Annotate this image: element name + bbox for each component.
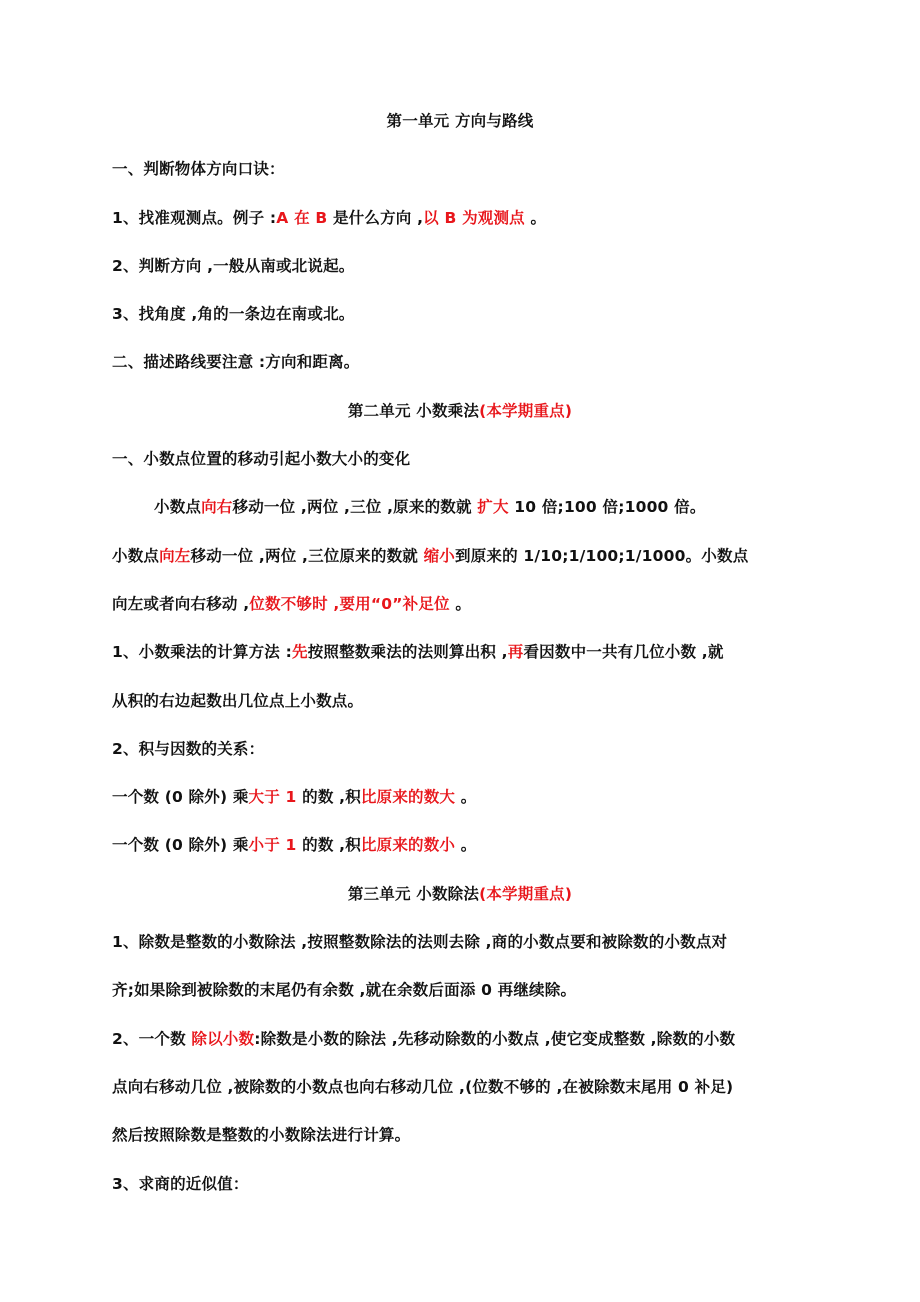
highlighted-text: 大于 1 bbox=[248, 788, 297, 807]
text-line bbox=[112, 483, 808, 531]
text-line bbox=[112, 1015, 808, 1063]
text-line bbox=[112, 435, 808, 483]
highlighted-text: 扩大 bbox=[477, 498, 509, 517]
text-segment: 3、找角度 ,角的一条边在南或北。 bbox=[112, 305, 355, 324]
text-segment: 移动一位 ,两位 ,三位 ,原来的数就 bbox=[232, 498, 478, 517]
highlighted-text: 比原来的数大 bbox=[360, 788, 456, 807]
text-segment: 一个数 (0 除外) 乘 bbox=[112, 788, 249, 807]
text-segment: 点向右移动几位 ,被除数的小数点也向右移动几位 ,(位数不够的 ,在被除数末尾用 0 补足) bbox=[112, 1077, 734, 1096]
text-segment: 小数点 bbox=[154, 498, 202, 517]
text-line bbox=[112, 194, 808, 242]
highlighted-text: 向右 bbox=[201, 498, 233, 517]
text-segment: 3、求商的近似值： bbox=[112, 1174, 249, 1193]
highlighted-text: 先 bbox=[291, 643, 308, 662]
text-line bbox=[112, 1160, 808, 1208]
text-line bbox=[112, 773, 808, 821]
text-line bbox=[112, 242, 808, 290]
text-segment: 。 bbox=[455, 788, 477, 807]
highlighted-text: 小于 1 bbox=[248, 836, 297, 855]
text-segment: 。 bbox=[455, 836, 477, 855]
text-line bbox=[112, 580, 808, 628]
text-segment: 然后按照除数是整数的小数除法进行计算。 bbox=[112, 1126, 411, 1145]
text-line bbox=[112, 628, 808, 676]
text-segment: 一、小数点位置的移动引起小数大小的变化 bbox=[112, 450, 411, 469]
section-heading bbox=[112, 387, 808, 435]
text-line bbox=[112, 290, 808, 338]
text-line bbox=[112, 725, 808, 773]
text-segment: 二、描述路线要注意 :方向和距离。 bbox=[112, 353, 360, 372]
text-segment: 按照整数乘法的法则算出积 , bbox=[307, 643, 508, 662]
highlighted-text: (本学期重点) bbox=[479, 401, 573, 420]
text-segment: 2、积与因数的关系： bbox=[112, 739, 265, 758]
text-segment: 向左或者向右移动 , bbox=[112, 594, 250, 613]
highlighted-text: 以 B 为观测点 bbox=[423, 208, 525, 227]
text-segment: 10 倍;100 倍;1000 倍。 bbox=[508, 498, 706, 517]
text-segment: 看因数中一共有几位小数 ,就 bbox=[523, 643, 724, 662]
text-segment: 2、判断方向 ,一般从南或北说起。 bbox=[112, 256, 355, 275]
text-line bbox=[112, 1111, 808, 1159]
text-line bbox=[112, 1063, 808, 1111]
highlighted-text: 比原来的数小 bbox=[360, 836, 456, 855]
highlighted-text: 再 bbox=[507, 643, 524, 662]
text-line bbox=[112, 821, 808, 869]
text-line bbox=[112, 338, 808, 386]
text-segment: 。 bbox=[449, 594, 472, 613]
highlighted-text: 缩小 bbox=[423, 546, 455, 565]
highlighted-text: 向左 bbox=[159, 546, 191, 565]
text-segment: 齐;如果除到被除数的末尾仍有余数 ,就在余数后面添 0 再继续除。 bbox=[112, 981, 577, 1000]
highlighted-text: A 在 B bbox=[276, 208, 328, 227]
text-segment: 。 bbox=[524, 208, 547, 227]
text-segment: 的数 ,积 bbox=[296, 836, 361, 855]
section-heading bbox=[112, 97, 808, 145]
text-segment: 1、找准观测点。例子 : bbox=[112, 208, 277, 227]
text-line bbox=[112, 145, 808, 193]
text-line bbox=[112, 966, 808, 1014]
text-segment: 2、一个数 bbox=[112, 1029, 192, 1048]
text-segment: 到原来的 1/10;1/100;1/1000。小数点 bbox=[455, 546, 749, 565]
text-line bbox=[112, 918, 808, 966]
text-segment: :除数是小数的除法 ,先移动除数的小数点 ,使它变成整数 ,除数的小数 bbox=[254, 1029, 736, 1048]
text-segment: 1、小数乘法的计算方法 : bbox=[112, 643, 292, 662]
text-segment: 1、除数是整数的小数除法 ,按照整数除法的法则去除 ,商的小数点要和被除数的小数点对 bbox=[112, 933, 728, 952]
text-segment: 移动一位 ,两位 ,三位原来的数就 bbox=[190, 546, 424, 565]
text-segment: 一、判断物体方向口诀： bbox=[112, 160, 285, 179]
section-heading bbox=[112, 870, 808, 918]
highlighted-text: 除以小数 bbox=[191, 1029, 255, 1048]
text-segment: 从积的右边起数出几位点上小数点。 bbox=[112, 691, 364, 710]
text-line bbox=[112, 677, 808, 725]
text-segment: 第三单元 小数除法 bbox=[347, 884, 480, 903]
text-segment: 小数点 bbox=[112, 546, 160, 565]
text-line bbox=[112, 532, 808, 580]
text-segment: 第二单元 小数乘法 bbox=[347, 401, 480, 420]
highlighted-text: 位数不够时 ,要用“0”补足位 bbox=[249, 594, 450, 613]
text-segment: 一个数 (0 除外) 乘 bbox=[112, 836, 249, 855]
text-segment: 第一单元 方向与路线 bbox=[386, 112, 534, 130]
text-segment: 是什么方向 , bbox=[327, 208, 424, 227]
text-segment: 的数 ,积 bbox=[296, 788, 361, 807]
highlighted-text: (本学期重点) bbox=[479, 884, 573, 903]
